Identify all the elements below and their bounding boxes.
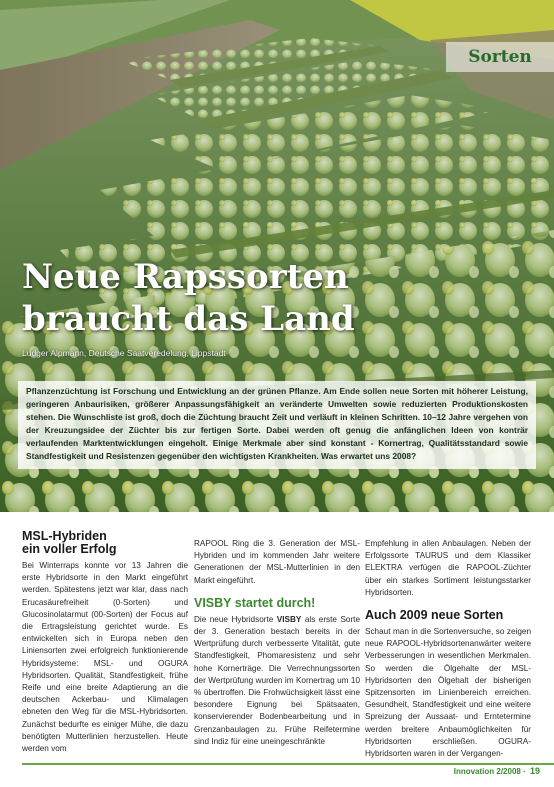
headline-line-2: braucht das Land	[22, 299, 355, 339]
article-column-1	[22, 530, 188, 759]
heading-line-2: ein voller Erfolg	[22, 542, 117, 556]
heading-line-1: MSL-Hybriden	[22, 529, 107, 543]
visby-body: als erste Sorte der 3. Generation bestach bereits in der Wertprüfung durch verbesserte Vitalität, gute Standfestigkeit, Phomaresistenz und sehr hohe Kornerträge. Die Verrechnungssorten der Wertprüfung wurden im Kornertrag um 10 % übertroffen. Die Frohwüchsigkeit lässt eine besondere Eignung bei Spätsaaten, konservierender Bodenbearbeitung und in Grenzanbaulagen zu. Frühe Reifetermine sind Indiz für eine uneingeschränkte	[194, 614, 361, 746]
section-label: Sorten	[446, 42, 554, 72]
column-3-text-1: Empfehlung in allen Anbaulagen. Neben der Erfolgssorte TAURUS und dem Klassiker ELEKTRA verfügen die RAPOOL-Züchter über ein starkes Sortiment leistungsstarker Hybridsorten.	[365, 539, 531, 597]
footer	[454, 766, 540, 776]
heading-2009-sorten: Auch 2009 neue Sorten	[365, 608, 504, 623]
article-column-2	[194, 538, 360, 752]
footer-rule	[22, 763, 554, 765]
visby-name: VISBY	[276, 614, 302, 624]
heading-visby: VISBY startet durch!	[194, 595, 316, 610]
lead-paragraph: Pflanzenzüchtung ist Forschung und Entwicklung an der grünen Pflanze. Am Ende sollen neue Sorten mit höherer Leistung, geringeren Anbaurisiken, größerer Anpassungsfähigkeit an veränderte Umwelten sowie reduzierten Produktionskosten stehen. Die Wunschliste ist groß, doch die Züchtung braucht Zeit und verläuft in kleinen Schritten. 10–12 Jahre vergehen von der Kreuzungsidee der Züchter bis zur fertigen Sorte. Dabei werden oft genug die anfänglichen Ideen von konträr verlaufenden Marktentwicklungen eingeholt. Einige Merkmale aber sind konstant - Kornertrag, Qualitätsstandard sowie Standfestigkeit und Resistenzen gegenüber den wichtigsten Krankheiten. Was erwartet uns 2008?	[18, 381, 536, 469]
headline	[22, 256, 442, 340]
headline-line-1: Neue Rapssorten	[22, 257, 349, 297]
heading-msl-hybriden	[22, 530, 188, 556]
column-1-text: Bei Winterraps konnte vor 13 Jahren die erste Hybridsorte in den Markt eingeführt werden. Spätestens jetzt war klar, dass nach Erucasäurefreiheit (0-Sorten) und Glucosinolatarmut (00-Sorten) der Focus auf die Ertragsleistung gerichtet wurde. Es entwickelten sich in Europa neben den Liniensorten zwei erfolgreich funktionierende Hybridsysteme: MSL- und OGURA Hybridsorten. Qualität, Standfestigkeit, frühe Reife und eine breite Adaptierung an die deutschen Ackerbau- und Klimalagen ebneten den Weg für die MSL-Hybridsorten. Zunächst bedurfte es einiger Mühe, die dazu benötigten Mutterlinien herzustellen. Heute werden vom	[22, 561, 188, 754]
column-2-text-2	[194, 614, 360, 748]
column-2-text-1: RAPOOL Ring die 3. Generation der MSL-Hybriden und im kommenden Jahr weitere Generationen der MSL-Mutterlinien in den Markt eingeführt.	[194, 539, 360, 585]
column-3-text-2: Schaut man in die Sortenversuche, so zeigen neue RAPOOL-Hybridsortenanwärter weitere Verbesserungen in wesentlichen Merkmalen. So werden die Ölgehalte der MSL-Hybridsorten den Ölgehalt der bisherigen Spitzensorten im Linienbereich erreichen. Gesundheit, Standfestigkeit und eine weitere Spreizung der Aussaat- und Erntetermine werden breitere Anbaumöglichkeiten für Hybridsorten erschließen. OGURA-Hybridsorten waren in der Vergangen-	[365, 627, 531, 759]
visby-intro: Die neue Hybridsorte	[194, 614, 277, 624]
author-byline: Ludger Alpmann, Deutsche Saatveredelung, Lippstadt	[22, 348, 226, 358]
footer-issue: Innovation 2/2008 ·	[453, 767, 526, 776]
article-column-3	[365, 538, 531, 764]
page-number: 19	[529, 766, 540, 776]
